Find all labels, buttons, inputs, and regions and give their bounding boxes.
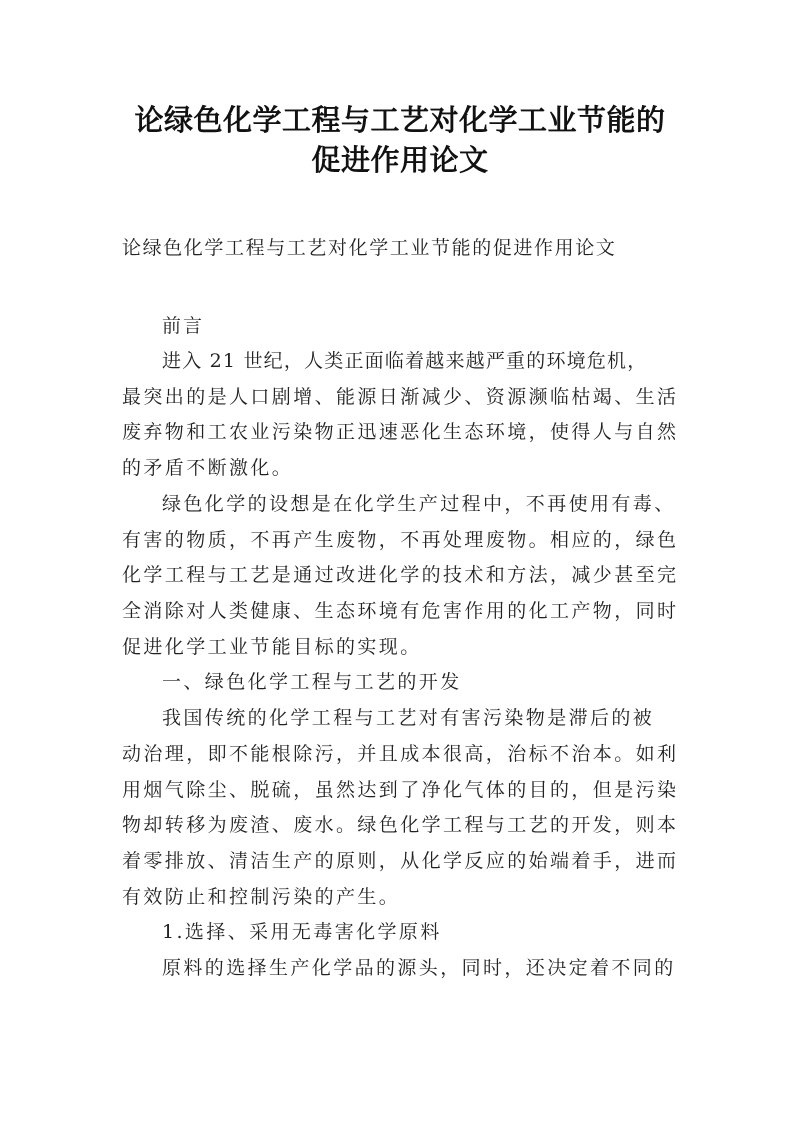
- document-title-line-1: 论绿色化学工程与工艺对化学工业节能的: [134, 103, 666, 137]
- paragraph-line: 我国传统的化学工程与工艺对有害污染物是滞后的被: [162, 707, 655, 729]
- section-heading-preface: 前言: [162, 315, 205, 337]
- paragraph-line: 着零排放、清洁生产的原则，从化学反应的始端着手，进而: [122, 850, 679, 872]
- document-subtitle: 论绿色化学工程与工艺对化学工业节能的促进作用论文: [122, 237, 617, 259]
- paragraph-line: 有效防止和控制污染的产生。: [122, 886, 401, 908]
- section-heading: 一、绿色化学工程与工艺的开发: [162, 671, 462, 693]
- paragraph-line: 用烟气除尘、脱硫，虽然达到了净化气体的目的，但是污染: [122, 779, 679, 801]
- paragraph-line: 最突出的是人口剧增、能源日渐减少、资源濒临枯竭、生活: [122, 386, 679, 408]
- paragraph-line: 化学工程与工艺是通过改进化学的技术和方法，减少甚至完: [122, 564, 679, 586]
- paragraph-line: 促进化学工业节能目标的实现。: [122, 636, 422, 658]
- paragraph-line: 物却转移为废渣、废水。绿色化学工程与工艺的开发，则本: [122, 814, 679, 836]
- paragraph-line: 动治理，即不能根除污，并且成本很高，治标不治本。如利: [122, 743, 679, 765]
- paragraph-line: 有害的物质，不再产生废物，不再处理废物。相应的，绿色: [122, 529, 679, 551]
- paragraph-line: 全消除对人类健康、生态环境有危害作用的化工产物，同时: [122, 600, 679, 622]
- paragraph-line: 进入 21 世纪，人类正面临着越来越严重的环境危机，: [162, 350, 648, 372]
- paragraph-line: 绿色化学的设想是在化学生产过程中，不再使用有毒、: [162, 493, 676, 515]
- paragraph-line: 原料的选择生产化学品的源头，同时，还决定着不同的: [162, 957, 676, 979]
- paragraph-line: 的矛盾不断激化。: [122, 457, 294, 479]
- paragraph-line: 废弃物和工农业污染物正迅速恶化生态环境，使得人与自然: [122, 421, 679, 443]
- document-title-line-2: 促进作用论文: [311, 143, 489, 177]
- subsection-heading: 1.选择、采用无毒害化学原料: [162, 921, 442, 943]
